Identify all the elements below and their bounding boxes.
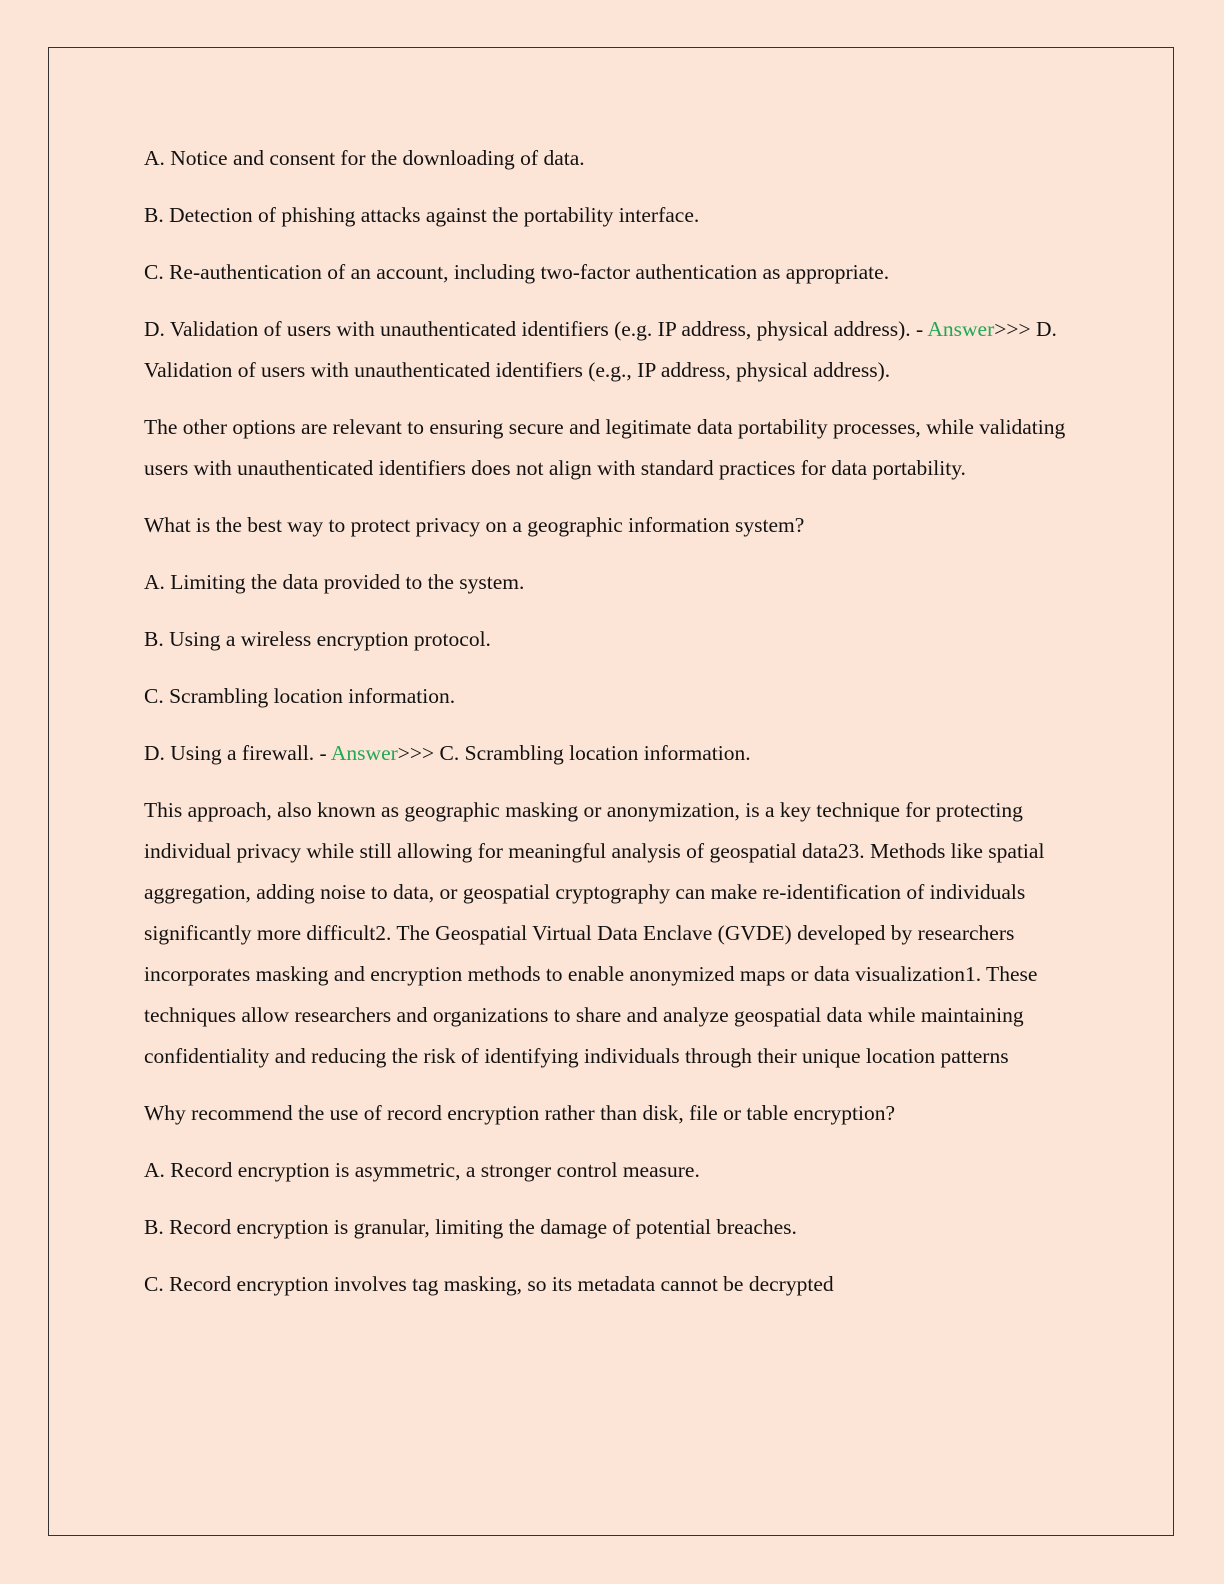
option-text: D. Using a firewall. - (144, 741, 327, 765)
answer-text: >>> D. Validation of users with unauthenticated identifiers (e.g., IP address, physical address). (144, 317, 1057, 382)
answer-label: Answer (330, 741, 398, 765)
option-c-scrambling: C. Scrambling location information. (144, 684, 456, 708)
document-body (144, 138, 1084, 1321)
question-gis: What is the best way to protect privacy on a geographic information system? (144, 513, 805, 537)
answer-text: >>> C. Scrambling location information. (397, 741, 751, 765)
option-d-with-answer (144, 309, 1084, 391)
option-text: D. Validation of users with unauthenticated identifiers (e.g. IP address, physical address). - (144, 317, 924, 341)
option-b-wireless: B. Using a wireless encryption protocol. (144, 627, 491, 651)
option-d-with-answer (144, 733, 1084, 774)
option-a-limiting: A. Limiting the data provided to the system. (144, 570, 525, 594)
explanation-paragraph: The other options are relevant to ensuring secure and legitimate data portability processes, while validating users with unauthenticated identifiers does not align with standard practices for data portability. (144, 415, 1066, 480)
explanation-paragraph: This approach, also known as geographic masking or anonymization, is a key technique for protecting individual privacy while still allowing for meaningful analysis of geospatial data23. Methods like spatial aggregation, adding noise to data, or geospatial cryptography can make re-identification of individuals significantly more difficult2. The Geospatial Virtual Data Enclave (GVDE) developed by researchers incorporates masking and encryption methods to enable anonymized maps or data visualization1. These techniques allow researchers and organizations to share and analyze geospatial data while maintaining confidentiality and reducing the risk of identifying individuals through their unique location patterns (144, 798, 1045, 1068)
option-b-phishing: B. Detection of phishing attacks against the portability interface. (144, 203, 700, 227)
option-c-tag-masking: C. Record encryption involves tag masking, so its metadata cannot be decrypted (144, 1272, 834, 1296)
option-a-notice: A. Notice and consent for the downloading of data. (144, 146, 585, 170)
option-a-asymmetric: A. Record encryption is asymmetric, a stronger control measure. (144, 1158, 700, 1182)
question-record-encryption: Why recommend the use of record encryption rather than disk, file or table encryption? (144, 1101, 896, 1125)
answer-label: Answer (927, 317, 995, 341)
option-b-granular: B. Record encryption is granular, limiting the damage of potential breaches. (144, 1215, 797, 1239)
option-c-reauth: C. Re-authentication of an account, including two-factor authentication as appropriate. (144, 260, 890, 284)
